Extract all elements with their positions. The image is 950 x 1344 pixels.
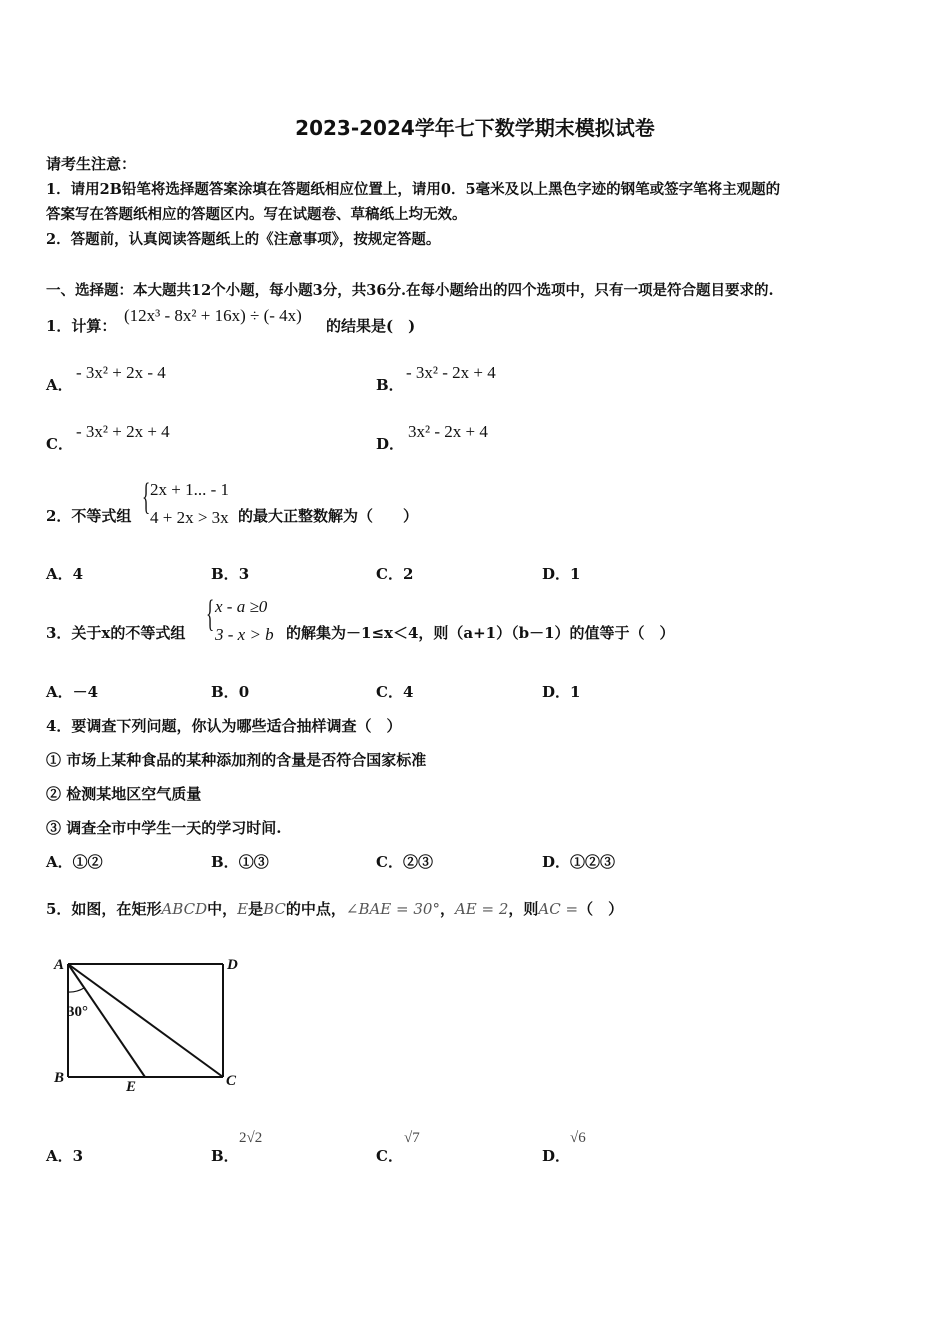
q3-option-b: B．0 [211,683,250,701]
q3-brace: { [206,593,215,635]
q4-item-1: ① 市场上某种食品的某种添加剂的含量是否符合国家标准 [46,751,427,769]
q4-item-2: ② 检测某地区空气质量 [46,785,202,803]
diagonal-ac [68,964,223,1077]
q2-option-c: C．2 [376,565,414,583]
angle-label: 30° [67,1004,88,1020]
q1-option-b-value: - 3x² - 2x + 4 [406,363,496,382]
q3-prefix: 3．关于x的不等式组 [46,624,186,642]
q5-option-a: A．3 [46,1147,84,1165]
point-e-label: E [126,1079,137,1095]
q1-option-c-value: - 3x² + 2x + 4 [76,422,170,441]
q4-option-d: D．①②③ [542,853,616,871]
rectangle-figure [48,950,248,1095]
q2-line-1: 2x + 1... - 1 [150,480,229,499]
q1-expression: (12x³ - 8x² + 16x) ÷ (- 4x) [124,306,302,325]
q3-option-a: A．－4 [46,683,99,701]
q4-option-b: B．①③ [211,853,269,871]
q3-line-2: 3 - x > b [215,625,274,644]
q3-option-c: C．4 [376,683,414,701]
page-title: 2023-2024学年七下数学期末模拟试卷 [295,116,655,140]
q4-option-c: C．②③ [376,853,433,871]
vertex-b-label: B [54,1070,65,1086]
q5-stem: 5．如图，在矩形ABCD中，E是BC的中点，∠BAE = 30°，AE = 2，则AC =（ ） [46,900,624,918]
angle-arc [68,988,84,992]
q4-item-3: ③ 调查全市中学生一天的学习时间. [46,819,282,837]
segment-ae [68,964,145,1077]
q5-option-d-label: D． [542,1147,571,1165]
q4-stem: 4．要调查下列问题，你认为哪些适合抽样调查（ ） [46,717,402,735]
q5-option-c-label: C． [376,1147,403,1165]
notice-line-1a: 1．请用2B铅笔将选择题答案涂填在答题纸相应位置上，请用0．5毫米及以上黑色字迹的钢笔或签字笔将主观题的 [46,181,781,198]
q1-option-a-value: - 3x² + 2x - 4 [76,363,166,382]
q1-option-c-label: C． [46,435,73,453]
q1-suffix: 的结果是( ) [326,317,416,335]
section-heading: 一、选择题：本大题共12个小题，每小题3分，共36分.在每小题给出的四个选项中，只有一项是符合题目要求的. [46,282,774,299]
q1-option-d-label: D． [376,435,405,453]
q1-option-d-value: 3x² - 2x + 4 [408,422,488,441]
q2-prefix: 2．不等式组 [46,507,132,525]
notice-line-2: 2．答题前，认真阅读答题纸上的《注意事项》，按规定答题。 [46,231,441,248]
notice-heading: 请考生注意： [46,155,137,173]
vertex-c-label: C [226,1073,237,1089]
q3-line-1: x - a ≥0 [215,597,268,616]
q2-suffix: 的最大正整数解为（ ） [238,507,419,525]
q5-option-b-value: 2√2 [239,1130,263,1146]
q2-option-d: D．1 [542,565,581,583]
q5-option-d-value: √6 [570,1130,586,1146]
vertex-d-label: D [227,957,238,973]
notice-line-1b: 答案写在答题纸相应的答题区内。写在试题卷、草稿纸上均无效。 [46,206,467,223]
q1-prefix: 1．计算： [46,317,117,335]
q1-option-a-label: A． [46,376,73,394]
q2-option-b: B．3 [211,565,250,583]
vertex-a-label: A [54,957,65,973]
q2-option-a: A．4 [46,565,84,583]
q5-option-b-label: B． [211,1147,239,1165]
q1-option-b-label: B． [376,376,404,394]
q3-option-d: D．1 [542,683,581,701]
q2-line-2: 4 + 2x > 3x [150,508,229,527]
q5-option-c-value: √7 [404,1130,420,1146]
q2-brace: { [142,476,151,518]
q4-option-a: A．①② [46,853,103,871]
q3-suffix: 的解集为－1≤x＜4，则（a+1）（b－1）的值等于（ ） [286,624,675,642]
